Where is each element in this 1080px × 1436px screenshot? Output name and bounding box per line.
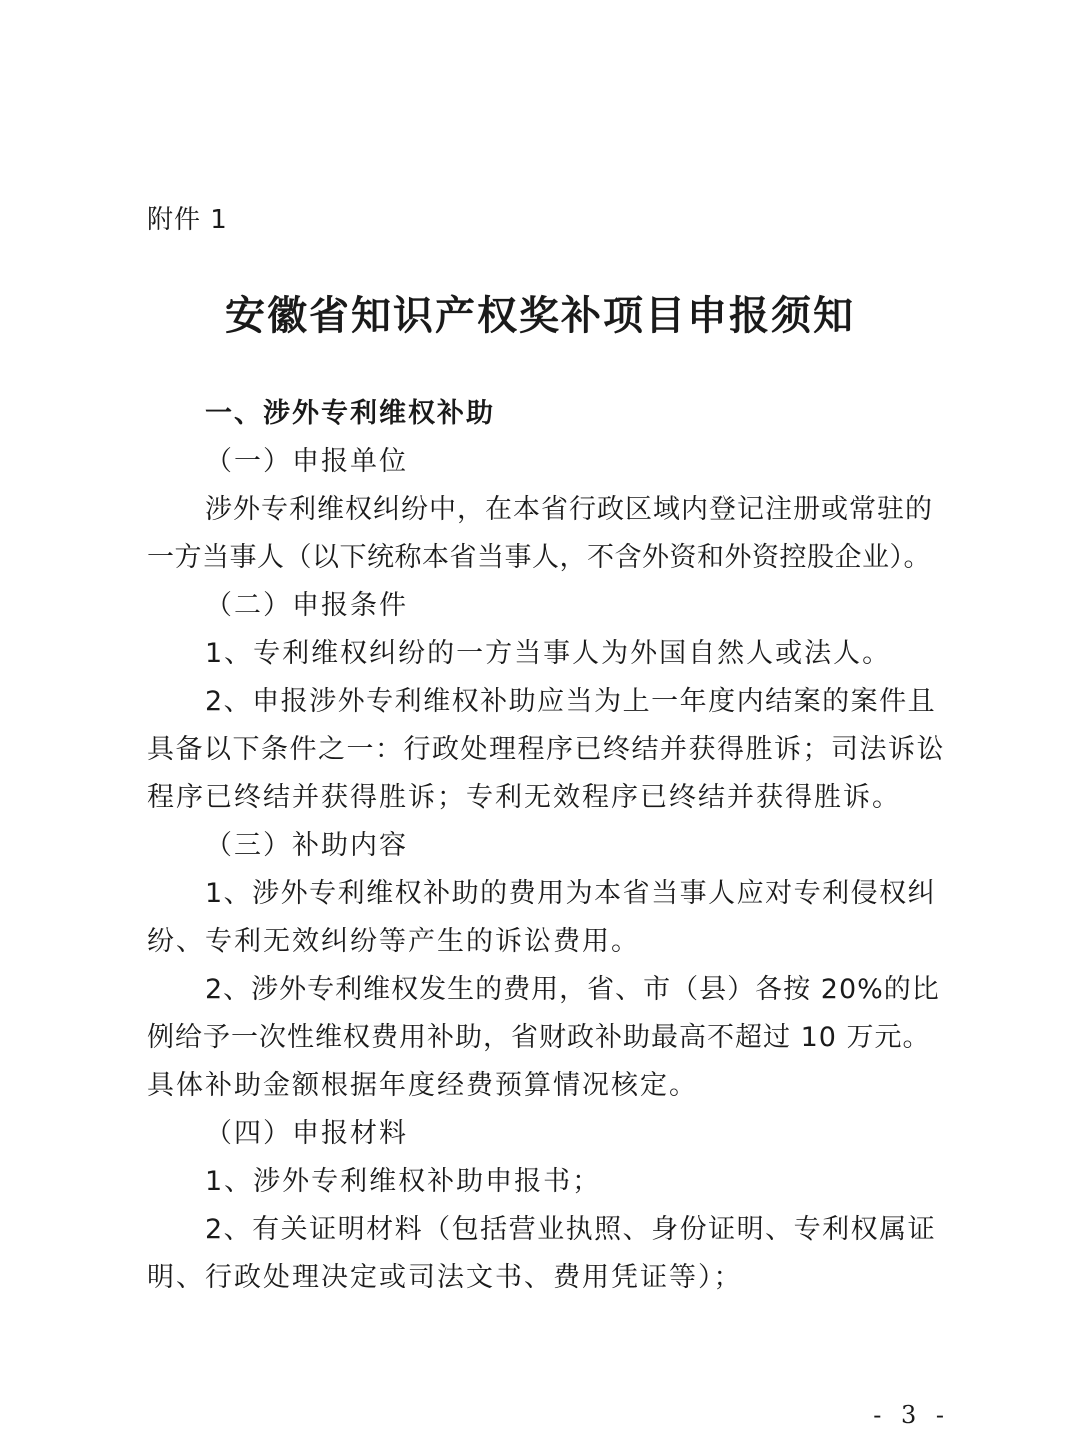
subsection-heading-materials: （四）申报材料 <box>205 1118 408 1149</box>
paragraph-line: 具体补助金额根据年度经费预算情况核定。 <box>147 1070 698 1101</box>
attachment-label: 附件 1 <box>147 205 228 235</box>
paragraph-line: 例给予一次性维权费用补助，省财政补助最高不超过 10 万元。 <box>147 1022 931 1053</box>
paragraph-line: 2、申报涉外专利维权补助应当为上一年度内结案的案件且 <box>205 686 937 717</box>
paragraph-line: 明、行政处理决定或司法文书、费用凭证等）； <box>147 1262 743 1293</box>
paragraph-line: 具备以下条件之一：行政处理程序已终结并获得胜诉；司法诉讼 <box>147 734 945 765</box>
page-number: - 3 - <box>873 1401 950 1429</box>
subsection-heading-content: （三）补助内容 <box>205 830 408 861</box>
paragraph-line: 2、有关证明材料（包括营业执照、身份证明、专利权属证 <box>205 1214 937 1245</box>
paragraph-line: 涉外专利维权纠纷中，在本省行政区域内登记注册或常驻的 <box>205 494 933 525</box>
paragraph-line: 一方当事人（以下统称本省当事人，不含外资和外资控股企业）。 <box>147 542 931 573</box>
subsection-heading-applicant: （一）申报单位 <box>205 446 408 477</box>
page-title: 安徽省知识产权奖补项目申报须知 <box>225 292 855 339</box>
paragraph-line: 程序已终结并获得胜诉；专利无效程序已终结并获得胜诉。 <box>147 782 901 813</box>
paragraph-line: 1、涉外专利维权补助的费用为本省当事人应对专利侵权纠 <box>205 878 937 909</box>
paragraph-line: 1、涉外专利维权补助申报书； <box>205 1166 602 1197</box>
section-heading: 一、涉外专利维权补助 <box>205 398 495 429</box>
paragraph-line: 2、涉外专利维权发生的费用，省、市（县）各按 20%的比 <box>205 974 940 1005</box>
subsection-heading-conditions: （二）申报条件 <box>205 590 408 621</box>
paragraph-line: 纷、专利无效纠纷等产生的诉讼费用。 <box>147 926 640 957</box>
document-body <box>147 390 945 1302</box>
paragraph-line: 1、专利维权纠纷的一方当事人为外国自然人或法人。 <box>205 638 892 669</box>
